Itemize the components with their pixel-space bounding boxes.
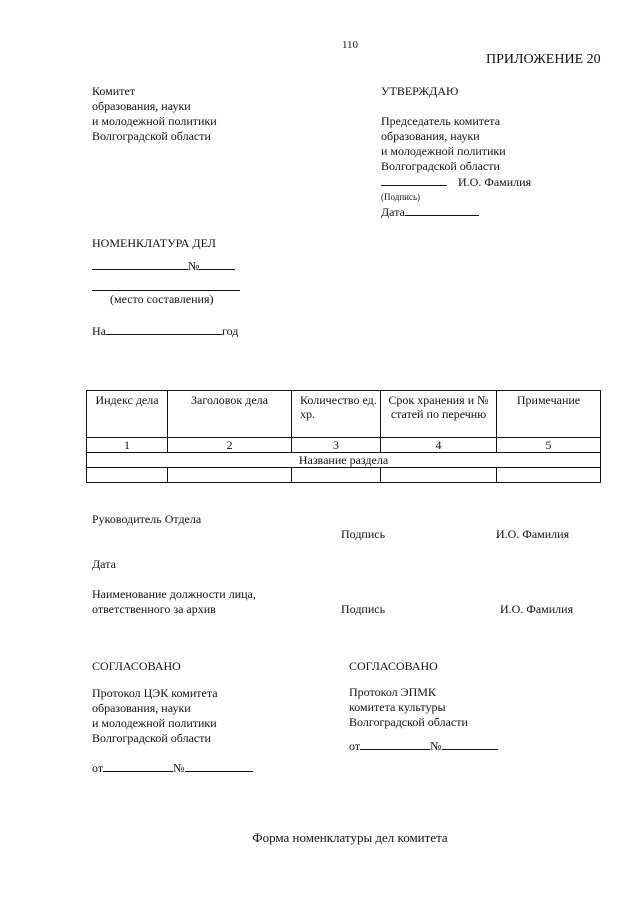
agreed-left-line: Волгоградской области <box>92 731 211 745</box>
table-cell[interactable] <box>87 468 168 483</box>
archivist-signature-word: Подпись <box>341 602 386 616</box>
place-hint: (место составления) <box>110 292 214 306</box>
column-number: 3 <box>292 438 381 453</box>
year-suffix: год <box>222 324 239 338</box>
appendix-title: ПРИЛОЖЕНИЕ 20 <box>486 52 601 67</box>
agreed-left-title: СОГЛАСОВАНО <box>92 659 181 673</box>
committee-block <box>92 84 217 144</box>
number-sign: № <box>173 761 185 775</box>
agreed-left-block <box>92 686 218 746</box>
table-cell[interactable] <box>168 468 292 483</box>
agreed-right-line: Волгоградской области <box>349 715 468 729</box>
approve-line: Председатель комитета <box>381 114 501 128</box>
approve-block <box>381 114 506 174</box>
protocol-number-blank[interactable] <box>185 760 253 772</box>
table-section-row <box>87 453 601 468</box>
agreed-left-from-row <box>92 760 253 776</box>
approve-line: и молодежной политики <box>381 144 506 158</box>
table-number-row <box>87 438 601 453</box>
from-date-blank[interactable] <box>103 760 173 772</box>
from-date-blank[interactable] <box>360 738 430 750</box>
head-name: И.О. Фамилия <box>496 527 570 541</box>
agreed-left-line: Протокол ЦЭК комитета <box>92 686 218 700</box>
header-note: Примечание <box>497 391 601 438</box>
page-number: 110 <box>341 39 359 51</box>
agreed-right-title: СОГЛАСОВАНО <box>349 659 438 673</box>
agreed-left-line: и молодежной политики <box>92 716 217 730</box>
archivist-line: Наименование должности лица, <box>92 587 256 601</box>
committee-line: и молодежной политики <box>92 114 217 128</box>
head-label: Руководитель Отдела <box>92 512 202 526</box>
committee-line: образования, науки <box>92 99 191 113</box>
column-number: 4 <box>381 438 497 453</box>
header-index: Индекс дела <box>87 391 168 438</box>
table-cell[interactable] <box>381 468 497 483</box>
signature-blank[interactable] <box>381 174 447 186</box>
committee-line: Комитет <box>92 84 136 98</box>
approve-date-label: Дата <box>381 205 405 219</box>
from-label: от <box>349 739 361 753</box>
number-sign: № <box>188 259 200 273</box>
date-label: Дата <box>92 557 116 571</box>
signature-hint: (Подпись) <box>381 192 421 202</box>
table-row <box>87 468 601 483</box>
year-blank[interactable] <box>106 323 222 335</box>
approve-date-row <box>381 204 479 220</box>
year-prefix: На <box>92 324 106 338</box>
archivist-line: ответственного за архив <box>92 602 216 616</box>
column-number: 2 <box>168 438 292 453</box>
approve-signature-row <box>381 174 531 190</box>
agreed-left-line: образования, науки <box>92 701 191 715</box>
nomenclature-table <box>86 390 601 483</box>
column-number: 1 <box>87 438 168 453</box>
header-title: Заголовок дела <box>168 391 292 438</box>
agreed-right-line: комитета культуры <box>349 700 446 714</box>
number-blank[interactable] <box>199 258 235 270</box>
from-label: от <box>92 761 104 775</box>
section-title: Название раздела <box>87 453 601 468</box>
committee-line: Волгоградской области <box>92 129 211 143</box>
approve-line: образования, науки <box>381 129 480 143</box>
table-header-row <box>87 391 601 438</box>
approve-title: УТВЕРЖДАЮ <box>381 84 459 98</box>
nomenclature-blank[interactable] <box>92 258 188 270</box>
table-cell[interactable] <box>497 468 601 483</box>
approve-line: Волгоградской области <box>381 159 500 173</box>
date-blank[interactable] <box>405 204 479 216</box>
archivist-name: И.О. Фамилия <box>500 602 574 616</box>
header-storage: Срок хранения и № статей по перечню <box>381 391 497 438</box>
header-quantity: Количество ед. хр. <box>292 391 381 438</box>
form-caption: Форма номенклатуры дел комитета <box>252 830 448 845</box>
nomenclature-number-row <box>92 258 235 274</box>
place-line[interactable] <box>92 290 240 291</box>
protocol-number-blank[interactable] <box>442 738 498 750</box>
head-signature-word: Подпись <box>341 527 386 541</box>
agreed-right-from-row <box>349 738 498 754</box>
table-cell[interactable] <box>292 468 381 483</box>
column-number: 5 <box>497 438 601 453</box>
agreed-right-block <box>349 685 468 730</box>
nomenclature-title: НОМЕНКЛАТУРА ДЕЛ <box>92 236 216 250</box>
year-row <box>92 323 238 339</box>
number-sign: № <box>430 739 442 753</box>
approve-signer-name: И.О. Фамилия <box>458 175 532 189</box>
agreed-right-line: Протокол ЭПМК <box>349 685 436 699</box>
